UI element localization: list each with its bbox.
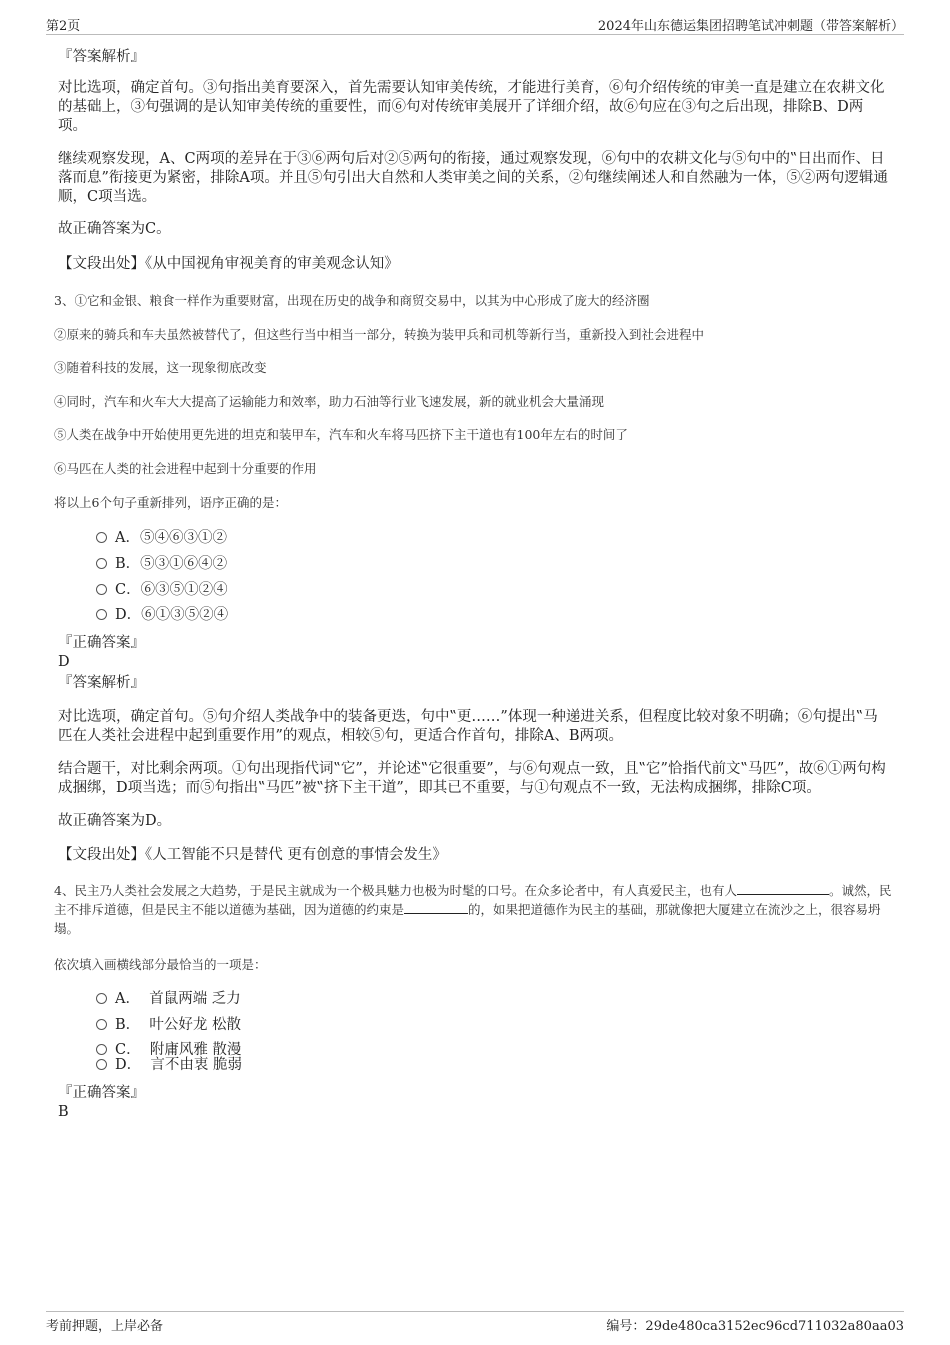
option-letter: A． bbox=[115, 991, 140, 1007]
q4-answer: B bbox=[58, 1104, 69, 1120]
q4-stem-part-2: 。诚然，民主不排斥道德，但是民主不能以道德为基础，因为道德的约束是 bbox=[54, 883, 892, 917]
q2-conclusion: 故正确答案为C。 bbox=[58, 221, 171, 237]
option-text: 首鼠两端 乏力 bbox=[149, 991, 241, 1007]
q3-analysis-p2: 结合题干，对比剩余两项。①句出现指代词‟它”，并论述‟它很重要”，与⑥句观点一致，且‟它”恰指代前文‟马匹”，故⑥①两句构成捆绑，D项当选；而⑤句指出‟马匹”被‟挤下主干道”，即其已不重要，与①句观点不一致，无法构成捆绑，排除C项。 bbox=[58, 761, 886, 796]
q3-stem-6: ⑥马匹在人类的社会进程中起到十分重要的作用 bbox=[54, 461, 317, 476]
option-letter: C． bbox=[115, 582, 141, 598]
q3-option-d[interactable] bbox=[96, 606, 228, 625]
q4-option-b[interactable] bbox=[96, 1016, 241, 1035]
radio-icon[interactable] bbox=[96, 993, 107, 1004]
q3-analysis-label: 『答案解析』 bbox=[58, 675, 145, 691]
q4-stem bbox=[54, 881, 894, 938]
radio-icon[interactable] bbox=[96, 1019, 107, 1030]
fill-blank-2 bbox=[404, 901, 468, 914]
option-text: ⑥①③⑤②④ bbox=[141, 607, 229, 623]
option-text: 附庸风雅 散漫 bbox=[149, 1042, 242, 1058]
radio-icon[interactable] bbox=[96, 532, 107, 543]
radio-icon[interactable] bbox=[96, 1044, 107, 1055]
q4-option-a[interactable] bbox=[96, 990, 241, 1009]
option-letter: D． bbox=[115, 607, 142, 623]
q4-option-d[interactable] bbox=[96, 1056, 242, 1075]
document-code: 编号：29de480ca3152ec96cd711032a80aa03 bbox=[606, 1319, 904, 1334]
q3-prompt: 将以上6个句子重新排列，语序正确的是： bbox=[54, 495, 287, 510]
option-text: ⑤④⑥③①② bbox=[139, 530, 227, 546]
q3-source: 【文段出处】《人工智能不只是替代 更有创意的事情会发生》 bbox=[58, 847, 447, 863]
page-header bbox=[46, 14, 904, 35]
q3-option-b[interactable] bbox=[96, 555, 227, 574]
q3-stem-4: ④同时，汽车和火车大大提高了运输能力和效率，助力石油等行业飞速发展，新的就业机会大量涌现 bbox=[54, 394, 605, 409]
q3-option-a[interactable] bbox=[96, 529, 227, 548]
q3-stem-1: 3、①它和金银、粮食一样作为重要财富，出现在历史的战争和商贸交易中，以其为中心形成了庞大的经济圈 bbox=[54, 293, 650, 308]
radio-icon[interactable] bbox=[96, 609, 107, 620]
page-number: 第2页 bbox=[46, 19, 81, 34]
q3-option-c[interactable] bbox=[96, 581, 228, 600]
q4-answer-label: 『正确答案』 bbox=[58, 1085, 145, 1101]
q3-conclusion: 故正确答案为D。 bbox=[58, 813, 172, 829]
q2-analysis-p1: 对比选项，确定首句。③句指出美育要深入，首先需要认知审美传统，才能进行美育，⑥句介绍传统的审美一直是建立在农耕文化的基础上，③句强调的是认知审美传统的重要性，而⑥句对传统审美展开了详细介绍，故⑥句应在③句之后出现，排除B、D两项。 bbox=[58, 80, 885, 134]
option-letter: B． bbox=[115, 556, 141, 572]
option-text: ⑥③⑤①②④ bbox=[140, 582, 228, 598]
page-footer bbox=[46, 1311, 904, 1334]
q4-stem-part-1: 4、民主乃人类社会发展之大趋势，于是民主就成为一个极具魅力也极为时髦的口号。在众多论者中，有人真爱民主，也有人 bbox=[54, 883, 737, 898]
q3-answer-label: 『正确答案』 bbox=[58, 635, 145, 651]
radio-icon[interactable] bbox=[96, 584, 107, 595]
q4-prompt: 依次填入画横线部分最恰当的一项是： bbox=[54, 957, 267, 972]
q3-answer: D bbox=[58, 654, 70, 670]
radio-icon[interactable] bbox=[96, 1059, 107, 1070]
option-letter: B． bbox=[115, 1017, 141, 1033]
q3-analysis-p1: 对比选项，确定首句。⑤句介绍人类战争中的装备更迭，句中‟更……”体现一种递进关系，但程度比较对象不明确；⑥句提出‟马匹在人类社会进程中起到重要作用”的观点，相较⑤句，更适合作首句，排除A、B两项。 bbox=[58, 709, 878, 744]
document-title: 2024年山东德运集团招聘笔试冲刺题（带答案解析） bbox=[597, 19, 904, 34]
q2-source: 【文段出处】《从中国视角审视美育的审美观念认知》 bbox=[58, 256, 399, 272]
option-text: 叶公好龙 松散 bbox=[149, 1017, 241, 1033]
option-letter: C． bbox=[115, 1042, 141, 1058]
option-text: 言不由衷 脆弱 bbox=[150, 1057, 242, 1073]
q2-analysis-label: 『答案解析』 bbox=[58, 49, 145, 65]
q4-stem-part-3: 的，如果把道德作为民主的基础，那就像把大厦建立在流沙之上，很容易坍塌。 bbox=[54, 902, 881, 936]
q3-stem-2: ②原来的骑兵和车夫虽然被替代了，但这些行当中相当一部分，转换为装甲兵和司机等新行当，重新投入到社会进程中 bbox=[54, 327, 705, 342]
footer-slogan: 考前押题，上岸必备 bbox=[46, 1319, 164, 1334]
q3-stem-5: ⑤人类在战争中开始使用更先进的坦克和装甲车，汽车和火车将马匹挤下主干道也有100年左右的时间了 bbox=[54, 427, 628, 442]
option-letter: D． bbox=[115, 1057, 142, 1073]
option-text: ⑤③①⑥④② bbox=[140, 556, 228, 572]
radio-icon[interactable] bbox=[96, 558, 107, 569]
option-letter: A． bbox=[115, 530, 140, 546]
q2-analysis-p2: 继续观察发现，A、C两项的差异在于③⑥两句后对②⑤两句的衔接，通过观察发现，⑥句中的农耕文化与⑤句中的‟日出而作、日落而息”衔接更为紧密，排除A项。并且⑤句引出大自然和人类审美之间的关系，②句继续阐述人和自然融为一体，⑤②两句逻辑通顺，C项当选。 bbox=[58, 151, 888, 205]
fill-blank-1 bbox=[737, 882, 829, 895]
q3-stem-3: ③随着科技的发展，这一现象彻底改变 bbox=[54, 360, 267, 375]
